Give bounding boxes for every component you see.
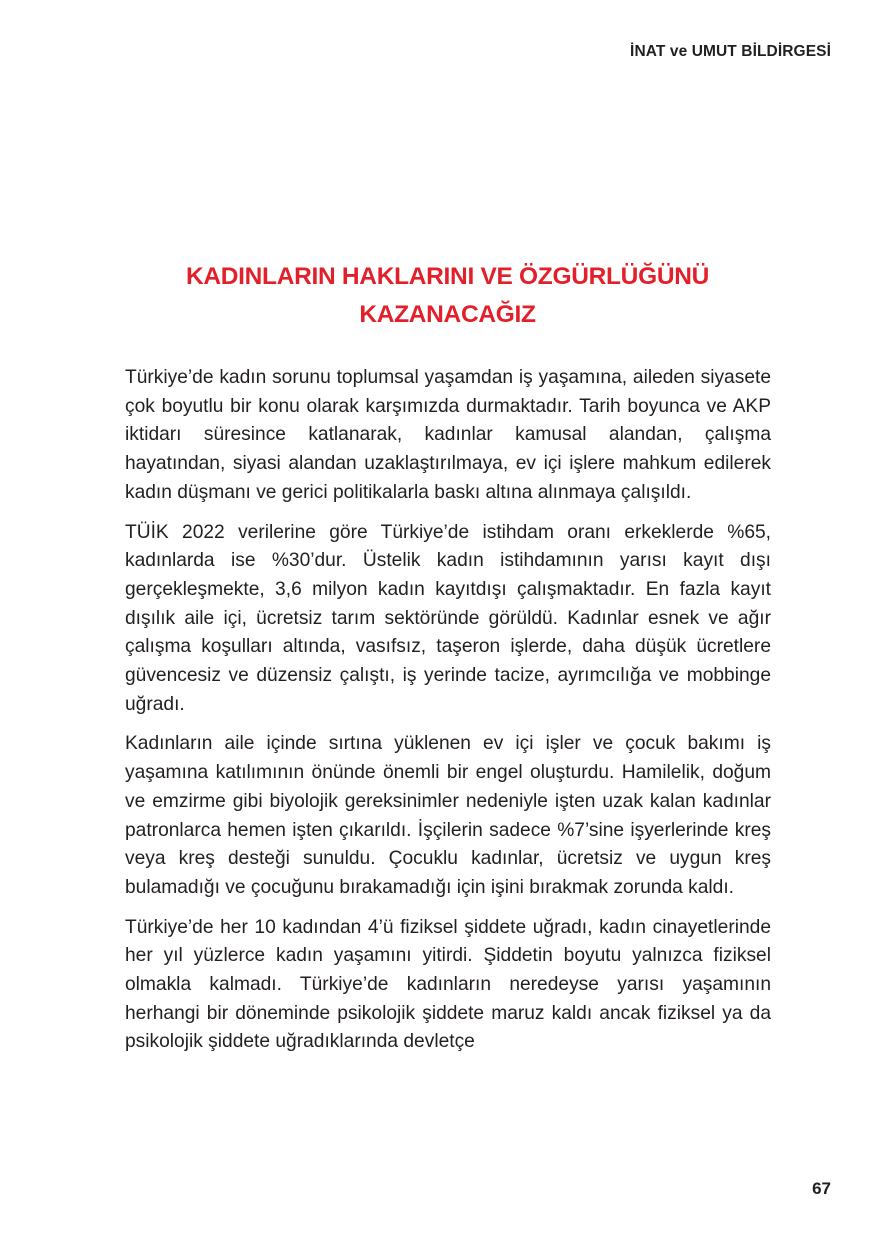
chapter-title-line-2: KAZANACAĞIZ (359, 301, 536, 328)
body-text (125, 364, 771, 1068)
paragraph-4: Türkiye’de her 10 kadından 4’ü fiziksel şiddete uğradı, kadın cinayetlerinde her yıl yüzlerce kadın yaşamını yitirdi. Şiddetin boyutu yalnızca fiziksel olmakla kalmadı. Türkiye’de kadınların neredeyse yarısı yaşamının herhangi bir döneminde psikolojik şiddete maruz kaldı ancak fiziksel ya da psikolojik şiddete uğradıklarında devletçe (125, 916, 771, 1053)
paragraph-2: TÜİK 2022 verilerine göre Türkiye’de istihdam oranı erkeklerde %65, kadınlarda ise %30’dur. Üstelik kadın istihdamının yarısı kayıt dışı gerçekleşmekte, 3,6 milyon kadın kayıtdışı çalışmaktadır. En fazla kayıt dışılık aile içi, ücretsiz tarım sektöründe görüldü. Kadınlar esnek ve ağır çalışma koşulları altında, vasıfsız, taşeron işlerde, daha düşük ücretlere güvencesiz ve düzensiz çalıştı, iş yerinde tacize, ayrımcılığa ve mobbinge uğradı. (125, 521, 771, 715)
running-header: İNAT ve UMUT BİLDİRGESİ (630, 43, 831, 60)
chapter-title (120, 258, 775, 334)
page-number: 67 (812, 1179, 831, 1198)
chapter-title-line-1: KADINLARIN HAKLARINI VE ÖZGÜRLÜĞÜNÜ (185, 263, 710, 290)
paragraph-1: Türkiye’de kadın sorunu toplumsal yaşamdan iş yaşamına, aileden siyasete çok boyutlu bir konu olarak karşımızda durmaktadır. Tarih boyunca ve AKP iktidarı süresince katlanarak, kadınlar kamusal alandan, çalışma hayatından, siyasi alandan uzaklaştırılmaya, ev içi işlere mahkum edilerek kadın düşmanı ve gerici politikalarla baskı altına alınmaya çalışıldı. (125, 367, 771, 503)
paragraph-3: Kadınların aile içinde sırtına yüklenen ev içi işler ve çocuk bakımı iş yaşamına katılımının önünde önemli bir engel oluşturdu. Hamilelik, doğum ve emzirme gibi biyolojik gereksinimler nedeniyle işten uzak kalan kadınlar patronlarca hemen işten çıkarıldı. İşçilerin sadece %7’sine işyerlerinde kreş veya kreş desteği sunuldu. Çocuklu kadınlar, ücretsiz ve uygun kreş bulamadığı ve çocuğunu bırakamadığı için işini bırakmak zorunda kaldı. (125, 733, 771, 898)
